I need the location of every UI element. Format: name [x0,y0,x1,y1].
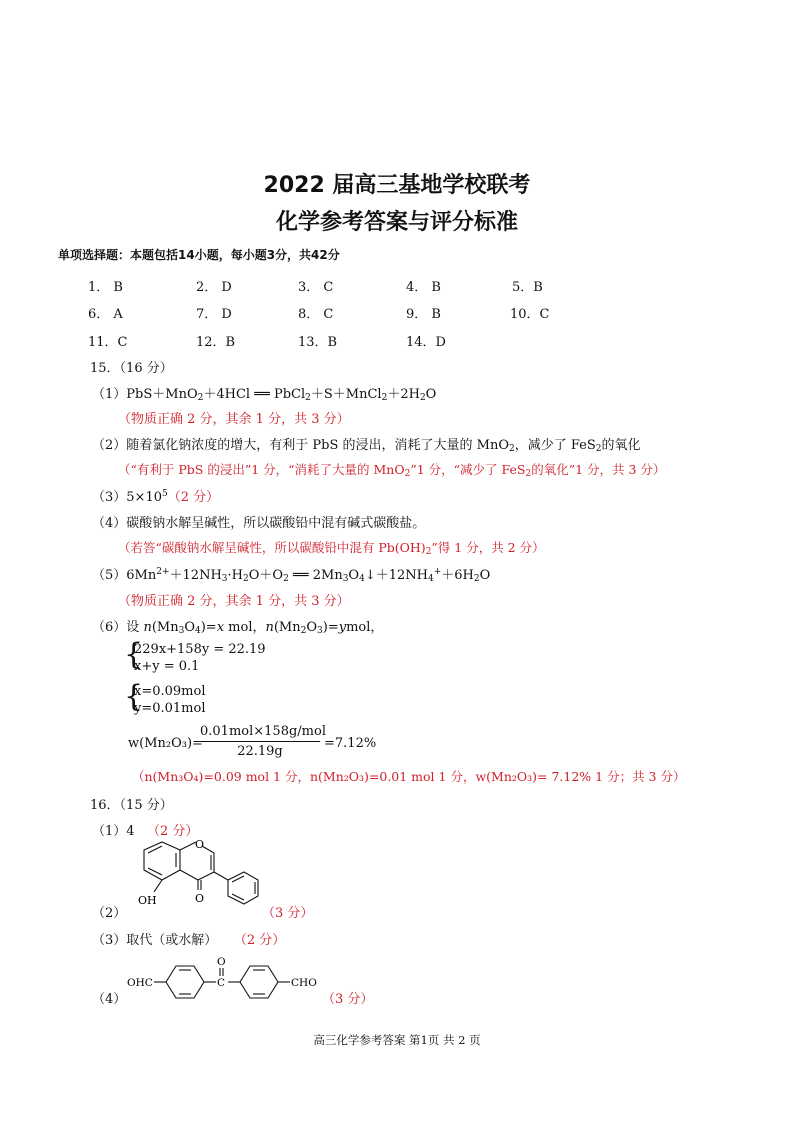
page-title: 2022 届高三基地学校联考 [263,173,531,198]
answer-item: 12．B [196,335,236,350]
q15-part2-note: （“有利于 PbS 的浸出”1 分，“消耗了大量的 MnO$_2$”1 分，“减少了 FeS$_2$的氧化”1 分，共 3 分） [118,462,666,479]
answer-item: 5．B [512,280,543,295]
q15-part1-note: （物质正确 2 分，其余 1 分，共 3 分） [118,412,350,427]
q16-part2-score: （3 分） [262,906,314,921]
answer-item: 8． C [298,307,334,322]
q15-part1: （1）PbS＋MnO$_2$＋4HCl ══ $PbCl_2+S+MnCl_2+2H_2O$ [92,387,437,403]
q15-part6: （6）设 $n(Mn_3O_4)=x$ mol，$n(Mn_2O_3)=ymol$， [92,620,384,636]
answer-item: 1． B [88,280,123,295]
atom-o-carbonyl: O [195,892,205,905]
q16-part3: （3）取代（或水解） （2 分） [92,933,286,948]
q16-part4-score: （3 分） [322,992,374,1007]
q16-heading: 16．（15 分） [90,798,173,813]
q16-part1: （1）4 （2 分） [92,824,199,839]
brace-left: { [124,637,144,672]
structure-isoflavone [124,840,264,912]
mass-fraction [200,724,326,759]
answer-item: 13．B [298,335,338,350]
answer-item: 4． B [406,280,441,295]
brace-left: { [124,679,144,714]
atom-o-carbonyl: O [217,956,226,968]
answer-item: 7． D [196,307,232,322]
answer-item: 11．C [88,335,128,350]
group-oh: OH [138,894,157,907]
fraction-numerator: 0.01mol×158g/mol [200,724,326,739]
q15-part5-note: （物质正确 2 分，其余 1 分，共 3 分） [118,594,350,609]
q15-part6-note: （n(Mn₃O₄)=0.09 mol 1 分，n(Mn₂O₃)=0.01 mol 1 分，w(Mn₂O₃)= 7.12% 1 分；共 3 分） [132,769,686,784]
q15-part4: （4）碳酸钠水解呈碱性，所以碳酸铅中混有碱式碳酸盐。 [92,516,426,531]
mass-fraction-result: =7.12% [324,736,377,751]
q16-part4-label: （4） [92,992,127,1007]
q15-part5: $(5)6Mn^{2+}+12NH_3\cdot H_2O+O_2$ ══ $2Mn_3O_4↓+12NH_4^++6H_2O$ [92,567,491,584]
page-footer: 高三化学参考答案 第1页 共 2 页 [313,1033,481,1047]
q15-part2: （2）随着氯化钠浓度的增大，有利于 PbS 的浸出，消耗了大量的 MnO$_2$，减少了 FeS$_2$的氧化 [92,438,641,454]
atom-o-ring: O [195,840,205,851]
q15-heading: 15．（16 分） [90,361,173,376]
solution-2: y=0.01mol [134,701,206,716]
answer-item: 9． B [406,307,441,322]
solution-1: x=0.09mol [134,684,206,699]
fraction-denominator: 22.19g [237,744,283,759]
group-cho-right: CHO [291,977,317,989]
group-cho-left: OHC [127,977,153,989]
answer-item: 10．C [510,307,550,322]
q15-part3: $(3)5\times 10^5(2$ 分） [92,489,220,505]
equation-2: x+y = 0.1 [134,659,200,674]
answer-item: 14．D [406,335,446,350]
atom-c-carbonyl: C [217,977,226,989]
section-heading: 单项选择题：本题包括14小题，每小题3分，共42分 [58,248,340,262]
q16-part2-label: （2） [92,906,127,921]
mass-fraction-lhs: w(Mn₂O₃)= [128,736,203,751]
equation-1: 229x+158y = 22.19 [134,642,266,657]
answer-item: 3． C [298,280,334,295]
answer-item: 6． A [88,307,123,322]
answer-item: 2． D [196,280,232,295]
structure-benzophenone-dialdehyde [124,954,324,1004]
q15-part4-note: （若答“碳酸钠水解呈碱性，所以碳酸铅中混有 $Pb(OH)_2$”得 1 分，共 2 分） [118,540,545,557]
page-subtitle: 化学参考答案与评分标准 [275,210,518,235]
